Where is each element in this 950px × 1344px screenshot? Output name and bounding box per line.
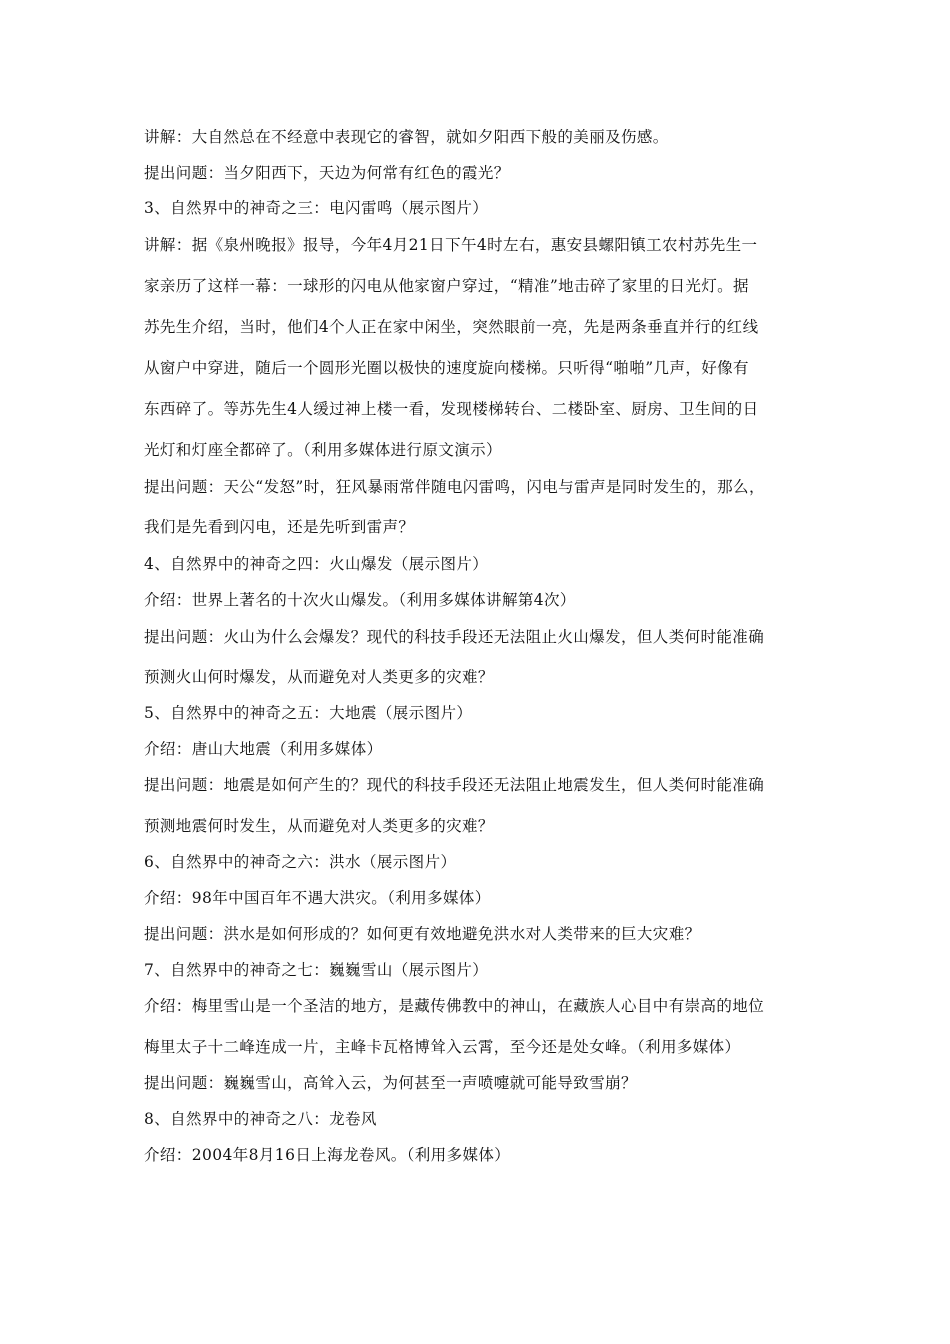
text-line: 介绍：98年中国百年不遇大洪灾。（利用多媒体） xyxy=(144,889,491,907)
text-line: 提出问题：巍巍雪山，高耸入云，为何甚至一声喷嚏就可能导致雪崩？ xyxy=(144,1074,637,1092)
text-line: 预测火山何时爆发，从而避免对人类更多的灾难？ xyxy=(144,668,494,686)
text-line: 5、自然界中的神奇之五：大地震（展示图片） xyxy=(144,704,473,722)
text-line: 从窗户中穿进，随后一个圆形光圈以极快的速度旋向楼梯。只听得“啪啪”几声，好像有 xyxy=(144,359,749,377)
text-line: 介绍：世界上著名的十次火山爆发。（利用多媒体讲解第4次） xyxy=(144,591,576,609)
text-line: 8、自然界中的神奇之八：龙卷风 xyxy=(144,1110,377,1128)
text-line: 提出问题：天公“发怒”时，狂风暴雨常伴随电闪雷鸣，闪电与雷声是同时发生的，那么， xyxy=(144,478,765,496)
text-line: 我们是先看到闪电，还是先听到雷声？ xyxy=(144,518,415,536)
text-line: 苏先生介绍，当时，他们4个人正在家中闲坐，突然眼前一亮，先是两条垂直并行的红线 xyxy=(144,318,759,336)
text-line: 梅里太子十二峰连成一片，主峰卡瓦格博耸入云霄，至今还是处女峰。（利用多媒体） xyxy=(144,1038,741,1056)
text-line: 介绍：2004年8月16日上海龙卷风。（利用多媒体） xyxy=(144,1146,511,1164)
text-line: 预测地震何时发生，从而避免对人类更多的灾难？ xyxy=(144,817,494,835)
text-line: 提出问题：洪水是如何形成的？如何更有效地避免洪水对人类带来的巨大灾难？ xyxy=(144,925,701,943)
text-line: 3、自然界中的神奇之三：电闪雷鸣（展示图片） xyxy=(144,199,489,217)
text-line: 提出问题：当夕阳西下，天边为何常有红色的霞光？ xyxy=(144,164,510,182)
text-line: 讲解：据《泉州晚报》报导，今年4月21日下午4时左右，惠安县螺阳镇工农村苏先生一 xyxy=(144,236,758,254)
text-line: 东西碎了。等苏先生4人缓过神上楼一看，发现楼梯转台、二楼卧室、厨房、卫生间的日 xyxy=(144,400,759,418)
text-line: 提出问题：地震是如何产生的？现代的科技手段还无法阻止地震发生，但人类何时能准确 xyxy=(144,776,765,794)
text-line: 介绍：梅里雪山是一个圣洁的地方，是藏传佛教中的神山，在藏族人心目中有崇高的地位 xyxy=(144,997,765,1015)
text-line: 讲解：大自然总在不经意中表现它的睿智，就如夕阳西下般的美丽及伤感。 xyxy=(144,128,669,146)
text-line: 家亲历了这样一幕：一球形的闪电从他家窗户穿过，“精准”地击碎了家里的日光灯。据 xyxy=(144,277,749,295)
text-line: 介绍：唐山大地震（利用多媒体） xyxy=(144,740,383,758)
text-line: 7、自然界中的神奇之七：巍巍雪山（展示图片） xyxy=(144,961,489,979)
text-line: 6、自然界中的神奇之六：洪水（展示图片） xyxy=(144,853,457,871)
text-line: 4、自然界中的神奇之四：火山爆发（展示图片） xyxy=(144,555,489,573)
text-line: 提出问题：火山为什么会爆发？现代的科技手段还无法阻止火山爆发，但人类何时能准确 xyxy=(144,628,765,646)
text-line: 光灯和灯座全都碎了。（利用多媒体进行原文演示） xyxy=(144,441,502,459)
